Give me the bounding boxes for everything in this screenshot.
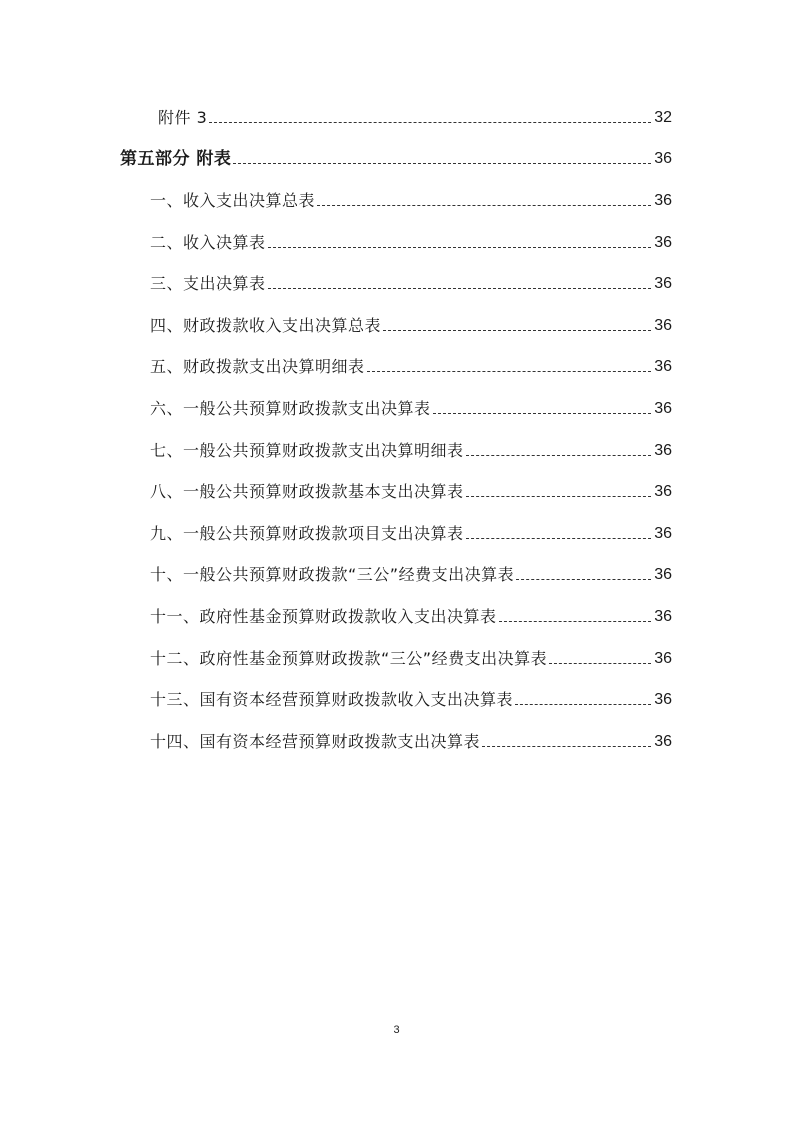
dot-leader — [466, 455, 652, 456]
toc-entry-label: 五、财政拨款支出决算明细表 — [150, 357, 365, 376]
toc-entry-label: 二、收入决算表 — [150, 233, 266, 252]
dot-leader — [482, 746, 651, 747]
toc-entry-2[interactable] — [150, 229, 672, 253]
toc-entry-attachment-3[interactable] — [158, 104, 672, 128]
toc-entry-5[interactable] — [150, 353, 672, 377]
toc-entry-page: 36 — [654, 650, 672, 667]
toc-entry-label: 一、收入支出决算总表 — [150, 191, 316, 210]
toc-entry-label: 十四、国有资本经营预算财政拨款支出决算表 — [150, 732, 481, 751]
dot-leader — [367, 371, 652, 372]
toc-entry-page: 36 — [654, 234, 672, 251]
toc-entry-label: 十三、国有资本经营预算财政拨款收入支出决算表 — [150, 690, 514, 709]
toc-entry-label: 三、支出决算表 — [150, 274, 266, 293]
dot-leader — [317, 205, 651, 206]
toc-entry-page: 36 — [654, 442, 672, 459]
toc-entry-4[interactable] — [150, 312, 672, 336]
toc-entry-12[interactable] — [150, 645, 672, 669]
toc-entry-page: 36 — [654, 358, 672, 375]
toc-entry-11[interactable] — [150, 603, 672, 627]
toc-entry-page: 36 — [654, 691, 672, 708]
toc-entry-label: 九、一般公共预算财政拨款项目支出决算表 — [150, 524, 464, 543]
toc-entry-7[interactable] — [150, 437, 672, 461]
toc-entry-page: 36 — [654, 525, 672, 542]
toc-entry-page: 36 — [654, 150, 672, 167]
toc-entry-page: 36 — [654, 317, 672, 334]
toc-entry-page: 36 — [654, 400, 672, 417]
toc-entry-1[interactable] — [150, 187, 672, 211]
dot-leader — [209, 122, 651, 123]
toc-entry-8[interactable] — [150, 478, 672, 502]
dot-leader — [433, 413, 652, 414]
toc-entry-label: 八、一般公共预算财政拨款基本支出决算表 — [150, 482, 464, 501]
toc-entry-page: 36 — [654, 192, 672, 209]
toc-entry-part-five[interactable] — [120, 145, 672, 169]
toc-entry-3[interactable] — [150, 270, 672, 294]
toc-entry-14[interactable] — [150, 728, 672, 752]
toc-entry-page: 36 — [654, 608, 672, 625]
dot-leader — [499, 621, 652, 622]
dot-leader — [466, 538, 652, 539]
toc-entry-page: 32 — [654, 109, 672, 126]
dot-leader — [466, 496, 652, 497]
toc-entry-13[interactable] — [150, 686, 672, 710]
toc-entry-9[interactable] — [150, 520, 672, 544]
toc-entry-label: 七、一般公共预算财政拨款支出决算明细表 — [150, 441, 464, 460]
toc-entry-label: 第五部分 附表 — [120, 149, 232, 169]
dot-leader — [549, 663, 651, 664]
toc-entry-label: 六、一般公共预算财政拨款支出决算表 — [150, 399, 431, 418]
dot-leader — [383, 330, 651, 331]
page-number: 3 — [393, 1024, 400, 1036]
toc-entry-page: 36 — [654, 275, 672, 292]
dot-leader — [268, 247, 652, 248]
toc-entry-label: 附件 3 — [158, 108, 208, 127]
toc-entry-page: 36 — [654, 733, 672, 750]
toc-entry-label: 十二、政府性基金预算财政拨款“三公”经费支出决算表 — [150, 649, 548, 668]
dot-leader — [515, 704, 651, 705]
dot-leader — [268, 288, 652, 289]
toc-entry-label: 十、一般公共预算财政拨款“三公”经费支出决算表 — [150, 565, 515, 584]
toc-entry-page: 36 — [654, 566, 672, 583]
toc-entry-6[interactable] — [150, 395, 672, 419]
dot-leader — [233, 163, 651, 164]
toc-entry-label: 十一、政府性基金预算财政拨款收入支出决算表 — [150, 607, 497, 626]
dot-leader — [516, 579, 651, 580]
toc-entry-page: 36 — [654, 483, 672, 500]
toc-entry-label: 四、财政拨款收入支出决算总表 — [150, 316, 382, 335]
toc-entry-10[interactable] — [150, 561, 672, 585]
